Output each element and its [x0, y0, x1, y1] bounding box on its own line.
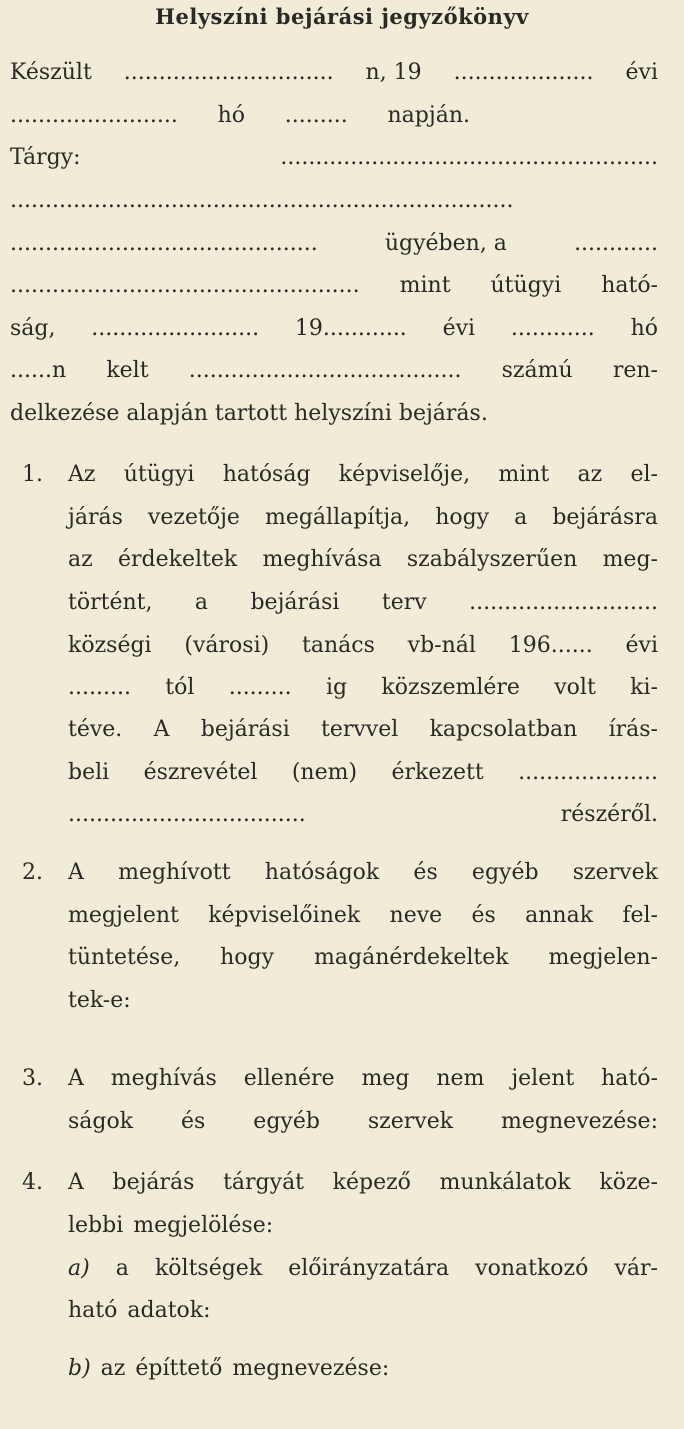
- word: köze-: [599, 1170, 658, 1195]
- word: képező: [332, 1170, 411, 1195]
- word: ügyében, a: [384, 231, 507, 256]
- fill-in-blank: ...........................: [469, 590, 658, 615]
- text-line: [68, 717, 658, 753]
- word: Tárgy:: [10, 145, 81, 170]
- word: A: [68, 1066, 84, 1091]
- word: az: [577, 462, 603, 487]
- word: tervvel: [321, 717, 399, 742]
- fill-in-blank: .......................................: [188, 358, 462, 383]
- word: A: [68, 860, 84, 885]
- word: ható-: [601, 273, 658, 298]
- word: érkezett: [391, 760, 484, 785]
- word: hatóság: [222, 462, 311, 487]
- text-line: [68, 1356, 658, 1392]
- fill-in-blank: ......................................................: [280, 145, 658, 170]
- word: útügyi: [490, 273, 562, 298]
- word: nem: [436, 1066, 485, 1091]
- word: járás: [68, 505, 123, 530]
- word: hogy: [435, 505, 490, 530]
- word: A: [153, 717, 170, 742]
- word: és: [181, 1109, 206, 1134]
- word: építtető: [135, 1356, 223, 1381]
- text-line: [68, 802, 658, 838]
- word: kapcsolatban: [429, 717, 578, 742]
- word: megnevezése:: [232, 1356, 390, 1381]
- word: terv: [381, 590, 427, 615]
- text-line: [10, 188, 658, 224]
- word: évi: [625, 633, 658, 658]
- word: beli: [68, 760, 110, 785]
- word: tól: [165, 675, 195, 700]
- word: történt,: [68, 590, 153, 615]
- text-line: [10, 316, 658, 352]
- word: hó: [630, 316, 658, 341]
- word: bejárási: [200, 717, 290, 742]
- item-number: 4.: [22, 1170, 43, 1195]
- word: munkálatok: [439, 1170, 571, 1195]
- word: az: [68, 547, 93, 572]
- text-line: [68, 1170, 658, 1206]
- word: magánérdekeltek: [314, 945, 509, 970]
- item-number: 3.: [22, 1066, 43, 1091]
- word: évi: [625, 60, 658, 85]
- word: képviselője,: [338, 462, 471, 487]
- word: meghívás: [110, 1066, 217, 1091]
- text-line: [68, 988, 658, 1024]
- word: mint: [399, 273, 451, 298]
- text-line: [68, 760, 658, 796]
- word: az: [100, 1356, 126, 1381]
- word: évi: [442, 316, 476, 341]
- fill-in-blank: ....................: [518, 760, 658, 785]
- word: napján.: [387, 103, 470, 128]
- word: bejárás: [112, 1170, 195, 1195]
- text-line: [68, 945, 658, 981]
- word: (nem): [291, 760, 358, 785]
- word: adatok:: [127, 1298, 211, 1323]
- word: ság,: [10, 316, 56, 341]
- text-line: [10, 273, 658, 309]
- word: megjelen-: [548, 945, 658, 970]
- word: a: [194, 590, 209, 615]
- word: meghívása: [262, 547, 382, 572]
- word: érdekeltek: [117, 547, 238, 572]
- text-line: [10, 358, 658, 394]
- fill-in-blank: ..............................: [123, 60, 334, 85]
- word: annak: [525, 903, 594, 928]
- fill-in-blank: ............................................: [10, 231, 318, 256]
- word: a: [514, 505, 528, 530]
- word: tek-e:: [68, 988, 131, 1013]
- text-line: [68, 1109, 658, 1145]
- fill-in-blank: .........: [284, 103, 348, 128]
- word: vb-nál: [407, 633, 476, 658]
- text-line: [10, 231, 658, 267]
- word: írás-: [608, 717, 658, 742]
- word: lebbi: [68, 1213, 124, 1238]
- word: és: [413, 860, 438, 885]
- fill-in-blank: ....................: [453, 60, 594, 85]
- word: b): [68, 1356, 91, 1381]
- word: meghívott: [118, 860, 231, 885]
- word: hó: [217, 103, 246, 128]
- word: ig: [325, 675, 348, 700]
- word: tárgyát: [223, 1170, 305, 1195]
- word: megnevezése:: [501, 1109, 658, 1134]
- word: hatóságok: [264, 860, 380, 885]
- word: Készült: [10, 60, 92, 85]
- text-line: [68, 1066, 658, 1102]
- text-line: [68, 462, 658, 498]
- text-line: [68, 675, 658, 711]
- word: n, 19: [365, 60, 422, 85]
- word: ellenére: [243, 1066, 335, 1091]
- text-line: [10, 60, 658, 96]
- word: ható-: [601, 1066, 658, 1091]
- word: vár-: [614, 1256, 658, 1281]
- fill-in-blank: .........: [68, 675, 131, 700]
- text-line: [68, 547, 658, 583]
- fill-in-blank: ..................................: [68, 802, 306, 827]
- word: észrevétel: [143, 760, 258, 785]
- word: 19............: [294, 316, 407, 341]
- document-title: Helyszíni bejárási jegyzőkönyv: [155, 4, 529, 29]
- word: számú: [501, 358, 573, 383]
- word: hogy: [220, 945, 275, 970]
- text-line: [68, 1213, 658, 1249]
- word: Az: [68, 462, 96, 487]
- text-line: [10, 401, 658, 437]
- word: képviselőinek: [208, 903, 361, 928]
- word: neve: [389, 903, 443, 928]
- text-line: [68, 903, 658, 939]
- word: ságok: [68, 1109, 134, 1134]
- word: megjelölése:: [133, 1213, 274, 1238]
- word: megjelent: [68, 903, 179, 928]
- word: a: [115, 1256, 129, 1281]
- word: delkezése alapján tartott helyszíni bejárás.: [10, 401, 488, 426]
- fill-in-blank: ........................: [91, 316, 260, 341]
- word: volt: [554, 675, 596, 700]
- word: előirányzatára: [288, 1256, 450, 1281]
- word: megállapítja,: [264, 505, 411, 530]
- text-line: [68, 1256, 658, 1292]
- word: ható: [68, 1298, 118, 1323]
- fill-in-blank: ............: [510, 316, 595, 341]
- word: 196......: [508, 633, 593, 658]
- word: meg: [361, 1066, 410, 1091]
- fill-in-blank: .........: [228, 675, 292, 700]
- word: vezetője: [147, 505, 240, 530]
- word: községi: [68, 633, 152, 658]
- fill-in-blank: ............: [574, 231, 658, 256]
- word: szabályszerűen: [406, 547, 578, 572]
- word: A: [68, 1170, 84, 1195]
- word: jelent: [511, 1066, 575, 1091]
- text-line: [68, 590, 658, 626]
- word: bejárási: [250, 590, 340, 615]
- word: vonatkozó: [475, 1256, 589, 1281]
- fill-in-blank: ........................................................................: [10, 188, 514, 213]
- word: szervek: [572, 860, 658, 885]
- item-number: 1.: [22, 462, 43, 487]
- word: útügyi: [123, 462, 195, 487]
- word: téve.: [68, 717, 123, 742]
- word: ren-: [612, 358, 658, 383]
- word: (városi): [184, 633, 270, 658]
- word: a): [68, 1256, 90, 1281]
- word: egyéb: [471, 860, 539, 885]
- word: meg-: [602, 547, 658, 572]
- word: el-: [630, 462, 658, 487]
- word: ki-: [630, 675, 658, 700]
- text-line: [10, 103, 470, 139]
- word: közszemlére: [381, 675, 520, 700]
- word: egyéb: [253, 1109, 320, 1134]
- word: ......n: [10, 358, 67, 383]
- word: bejárásra: [552, 505, 658, 530]
- word: szervek: [367, 1109, 454, 1134]
- item-number: 2.: [22, 860, 43, 885]
- text-line: [68, 1298, 658, 1334]
- word: részéről.: [560, 802, 658, 827]
- fill-in-blank: ........................: [10, 103, 178, 128]
- word: mint: [498, 462, 550, 487]
- text-line: [68, 633, 658, 669]
- text-line: [68, 505, 658, 541]
- word: és: [471, 903, 496, 928]
- text-line: [10, 145, 658, 181]
- word: tanács: [302, 633, 375, 658]
- text-line: [68, 860, 658, 896]
- fill-in-blank: ..................................................: [10, 273, 360, 298]
- word: tüntetése,: [68, 945, 181, 970]
- word: fel-: [622, 903, 658, 928]
- word: kelt: [106, 358, 149, 383]
- word: költségek: [154, 1256, 263, 1281]
